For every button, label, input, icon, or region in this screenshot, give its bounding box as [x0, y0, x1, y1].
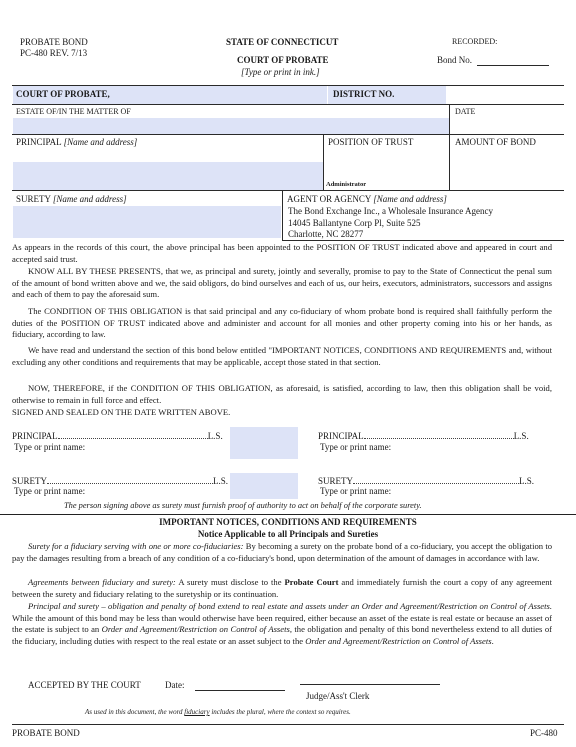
amount-divider	[449, 134, 450, 190]
notice-agreements: Agreements between fiduciary and surety: A surety must disclose to the Probate Court and immediately furnish the court a copy of any agreement between the surety and fiduciary relating to the suretyship or its continuation.	[12, 577, 552, 599]
body-paragraph-5: NOW, THEREFORE, if the CONDITION OF THIS OBLIGATION, as aforesaid, is satisfied, according to law, then this obligation shall be void, otherwise to remain in full force and effect.	[12, 383, 552, 405]
footer-form-number: PC-480	[530, 728, 558, 738]
principal-field[interactable]	[13, 162, 323, 190]
accepted-date-label: Date:	[165, 680, 185, 690]
recorded-label: RECORDED:	[452, 37, 498, 46]
row-divider	[12, 190, 564, 191]
accepted-by-court: ACCEPTED BY THE COURT	[28, 680, 141, 690]
footer-form-name: PROBATE BOND	[12, 728, 80, 738]
estate-of-field[interactable]	[13, 118, 449, 134]
agent-line-3: Charlotte, NC 28277	[288, 229, 364, 239]
principal-seal-field[interactable]	[230, 427, 298, 459]
principal-type-name-left: Type or print name:	[14, 442, 86, 452]
date-divider	[449, 104, 450, 134]
footer-rule	[12, 724, 564, 725]
surety-label: SURETY [Name and address]	[16, 194, 127, 204]
agent-divider	[282, 190, 283, 240]
state-title: STATE OF CONNECTICUT	[226, 37, 339, 47]
position-divider	[323, 134, 324, 190]
surety-field[interactable]	[13, 206, 281, 238]
position-of-trust-label: POSITION OF TRUST	[328, 137, 414, 147]
amount-of-bond-label: AMOUNT OF BOND	[455, 137, 536, 147]
notices-subtitle: Notice Applicable to all Principals and Sureties	[197, 529, 379, 539]
court-of-probate-label: COURT OF PROBATE,	[16, 89, 110, 99]
body-paragraph-4: We have read and understand the section of this bond below entitled "IMPORTANT NOTICES, CONDITIONS AND REQUIREMENTS and, without excluding any other conditions and requirements that may be applicable, accept those stated in that section.	[12, 345, 552, 367]
row-divider	[12, 104, 564, 105]
agent-line-1: The Bond Exchange Inc., a Wholesale Insurance Agency	[288, 206, 494, 216]
accepted-date-field[interactable]	[195, 690, 285, 691]
body-paragraph-1: As appears in the records of this court, the above principal has been appointed to the POSITION OF TRUST indicated above and appeared in court and accepted said trust.	[12, 242, 552, 264]
principal-signature-line-left[interactable]: PRINCIPAL L.S.	[12, 431, 223, 441]
principal-signature-line-right[interactable]: PRINCIPAL L.S.	[318, 431, 529, 441]
notice-co-fiduciary: Surety for a fiduciary serving with one or more co-fiduciaries: By becoming a surety on the probate bond of a co-fiduciary, you accept the obligation to pay the damages resulting from a breach of any condition of a co-fiduciary's bond, upon determination of the amount of damages in accordance with law.	[12, 541, 552, 563]
district-no-label: DISTRICT NO.	[333, 89, 395, 99]
body-paragraph-2: KNOW ALL BY THESE PRESENTS, that we, as principal and surety, jointly and severally, promise to pay to the State of Connecticut the penal sum of the amount of bond written above and we, the said obligors, do bind ourselves and each of us, our heirs, executors, administrators, successors and assigns and each of them to pay the aforesaid sum.	[12, 266, 552, 300]
notices-title: IMPORTANT NOTICES, CONDITIONS AND REQUIREMENTS	[159, 517, 417, 527]
notice-real-estate: Principal and surety – obligation and penalty of bond extend to real estate and assets under an Order and Agreement/Restriction on Control of Assets. While the amount of this bond may be less than would otherwise have been required, either because an asset of the estate is real estate or because an asset of the estate is subject to an Order and Agreement/Restriction on Control of Assets, the obligation and penalty of this bond nevertheless extend to all duties of the fiduciary, including duties with respect to the real estate or an asset subject to the Order and Agreement/Restriction on Control of Assets.	[12, 601, 552, 646]
type-or-print-note: [Type or print in ink.]	[241, 67, 320, 77]
section-divider	[0, 514, 576, 515]
judge-label: Judge/Ass't Clerk	[306, 691, 370, 701]
bond-no-field[interactable]	[477, 65, 549, 66]
position-value: Administrator	[326, 181, 367, 188]
agent-line-2: 14045 Ballantyne Corp Pl, Suite 525	[288, 218, 421, 228]
principal-label: PRINCIPAL [Name and address]	[16, 137, 138, 147]
agent-label: AGENT OR AGENCY [Name and address]	[287, 194, 447, 204]
principal-type-name-right: Type or print name:	[320, 442, 392, 452]
date-label: DATE	[455, 107, 476, 116]
surety-type-name-right: Type or print name:	[320, 486, 392, 496]
court-title: COURT OF PROBATE	[237, 55, 329, 65]
form-name: PROBATE BOND	[20, 37, 88, 47]
signed-and-sealed: SIGNED AND SEALED ON THE DATE WRITTEN ABOVE.	[12, 407, 231, 417]
surety-authority-note: The person signing above as surety must furnish proof of authority to act on behalf of the corporate surety.	[64, 501, 422, 510]
body-paragraph-3: The CONDITION OF THIS OBLIGATION is that said principal and any co-fiduciary of whom probate bond is required shall faithfully perform the duties of the POSITION OF TRUST indicated above and administer and account for all monies and other property coming into his or her hands, as fiduciary, according to law.	[12, 306, 552, 340]
judge-signature-line[interactable]	[300, 684, 440, 685]
agent-bottom-border	[282, 240, 564, 241]
estate-of-label: ESTATE OF/IN THE MATTER OF	[16, 107, 131, 116]
form-revision: PC-480 REV. 7/13	[20, 48, 88, 58]
row-divider	[12, 134, 564, 135]
surety-type-name-left: Type or print name:	[14, 486, 86, 496]
bond-no-label: Bond No.	[437, 55, 473, 65]
fiduciary-note: As used in this document, the word fiduciary includes the plural, where the context so requires.	[85, 708, 351, 716]
surety-signature-line-left[interactable]: SURETY L.S.	[12, 476, 229, 486]
surety-signature-line-right[interactable]: SURETY L.S.	[318, 476, 535, 486]
surety-seal-field[interactable]	[230, 473, 298, 499]
